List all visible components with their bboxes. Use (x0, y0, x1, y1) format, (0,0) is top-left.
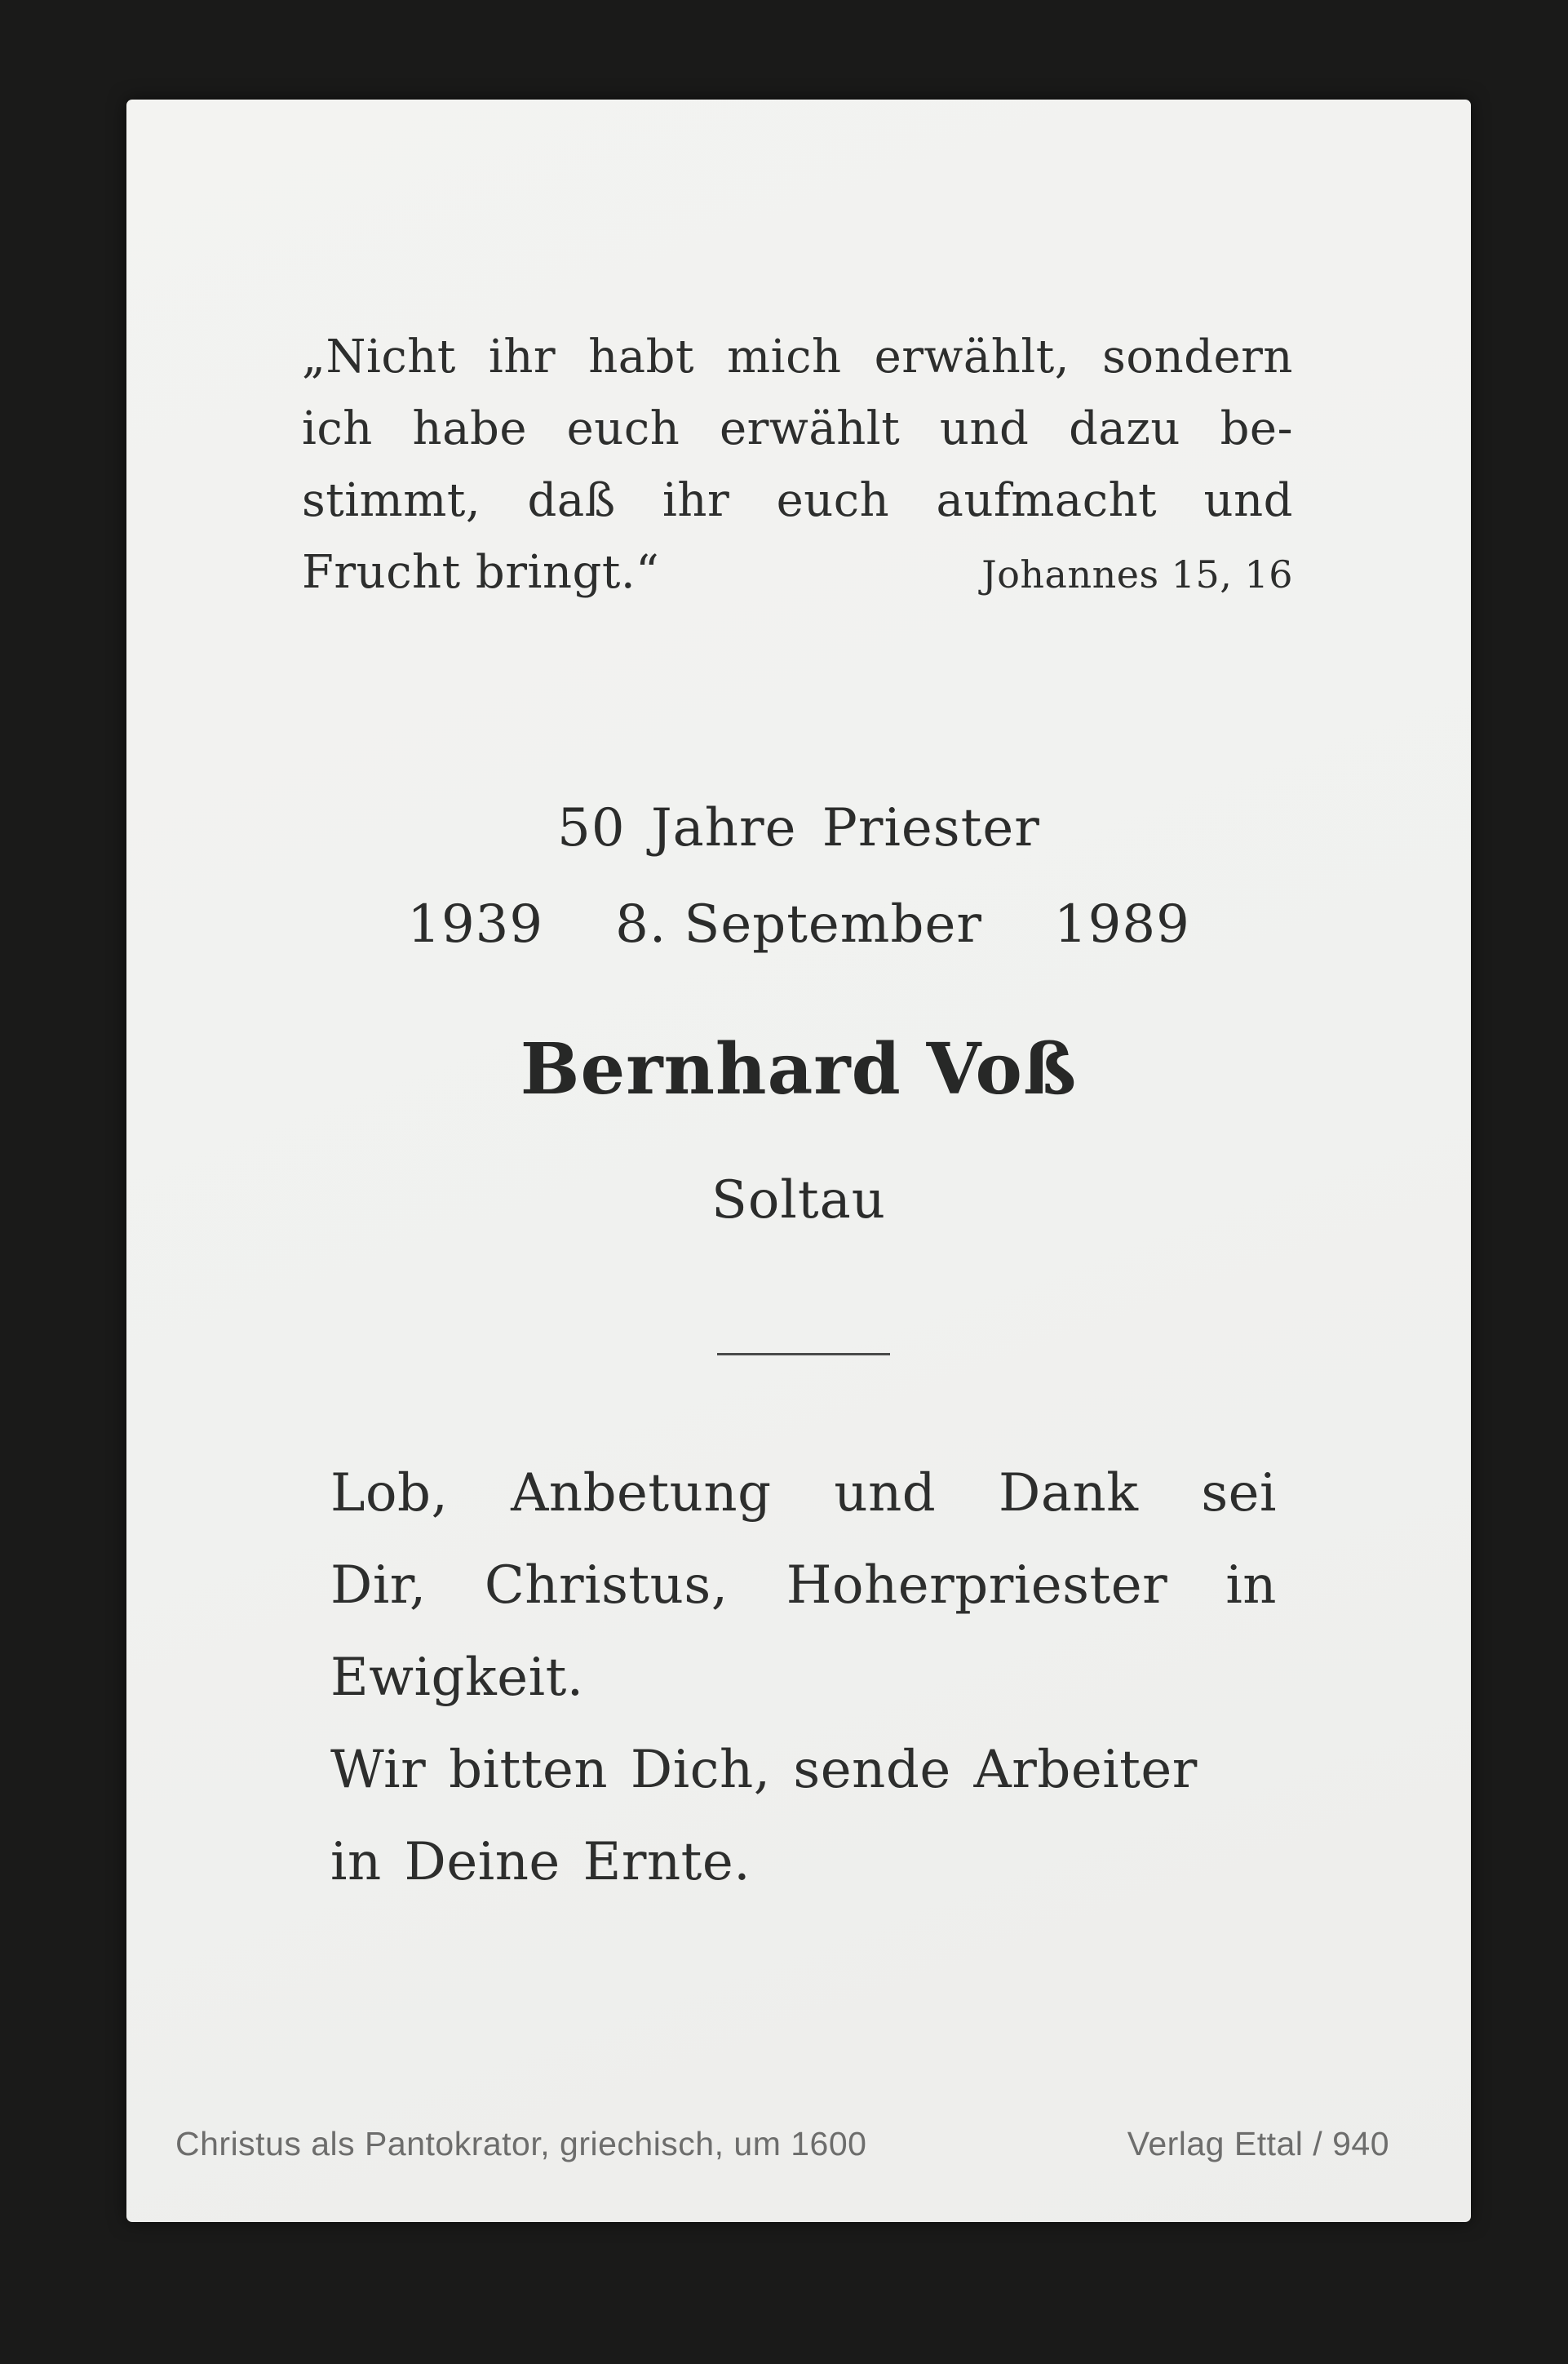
prayer-line: Wir bitten Dich, sende Arbeiter (330, 1740, 1198, 1800)
quote-line: ich habe euch erwählt und dazu be- (302, 402, 1293, 455)
jubilee-year-end: 1989 (1053, 894, 1190, 955)
quote-line: „Nicht ihr habt mich erwählt, sondern (302, 330, 1293, 384)
jubilee-date: 8. September (615, 894, 982, 955)
prayer-line: Dir, Christus, Hoherpriester in (330, 1555, 1277, 1616)
jubilee-dates (126, 894, 1471, 955)
imprint-row (175, 2125, 1389, 2163)
jubilee-year-start: 1939 (407, 894, 544, 955)
quote-line: stimmt, daß ihr euch aufmacht und (302, 474, 1293, 527)
prayer-text (330, 1448, 1277, 1909)
jubilee-title: 50 Jahre Priester (557, 798, 1040, 858)
image-caption: Christus als Pantokrator, griechisch, um 1600 (175, 2125, 867, 2162)
bible-quote (302, 322, 1293, 610)
publisher-credit: Verlag Ettal / 940 (1127, 2125, 1389, 2162)
person-name: Bernhard Voß (520, 1028, 1078, 1111)
prayer-line: Ewigkeit. (330, 1648, 584, 1708)
prayer-line: in Deine Ernte. (330, 1832, 751, 1892)
divider-rule (717, 1353, 890, 1355)
person-place: Soltau (711, 1170, 886, 1231)
memorial-card (126, 100, 1471, 2222)
quote-last-line (302, 537, 1293, 610)
quote-attribution: Johannes 15, 16 (981, 552, 1293, 597)
prayer-line: Lob, Anbetung und Dank sei (330, 1463, 1277, 1524)
quote-line: Frucht bringt.“ (302, 546, 660, 599)
